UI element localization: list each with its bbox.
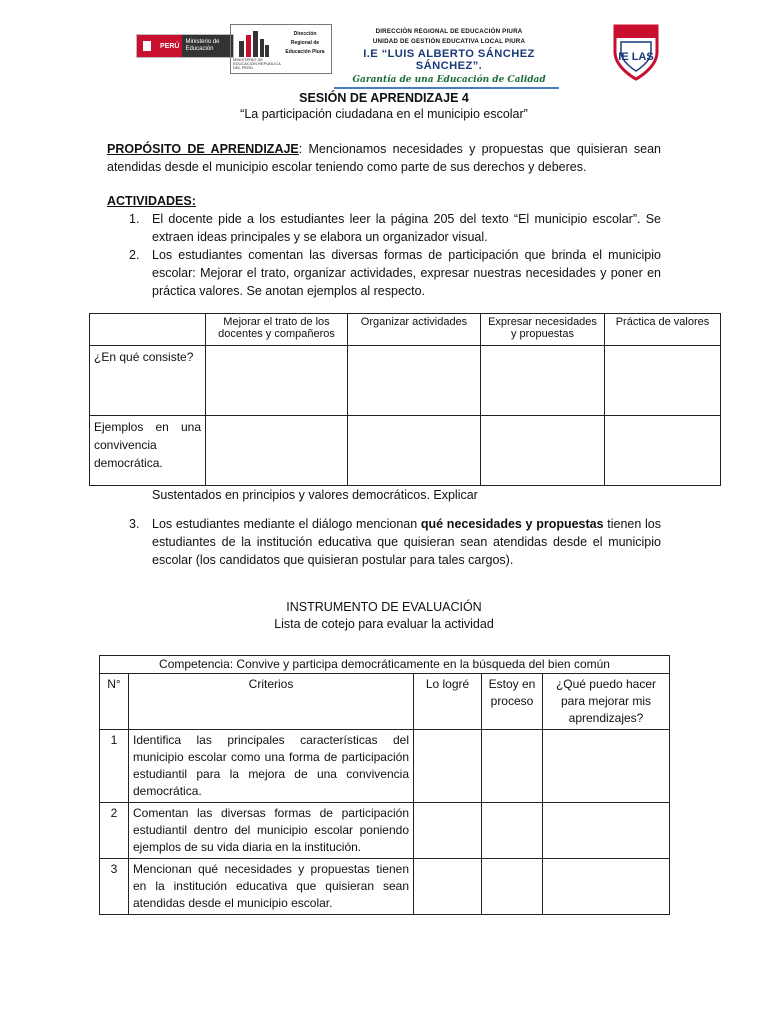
table-header-cell: N° bbox=[100, 674, 129, 730]
list-item bbox=[107, 246, 661, 300]
building-blocks-icon bbox=[239, 31, 269, 57]
table-row bbox=[100, 803, 670, 859]
row-label: ¿En qué consiste? bbox=[90, 346, 206, 416]
table-row bbox=[90, 346, 721, 416]
table-header-cell: Práctica de valores bbox=[605, 314, 721, 346]
achieved-cell[interactable] bbox=[414, 730, 482, 803]
activities-colon: : bbox=[191, 194, 196, 208]
improvement-cell[interactable] bbox=[543, 730, 670, 803]
table-header-cell: Expresar necesidades y propuestas bbox=[481, 314, 605, 346]
checklist-table bbox=[99, 655, 670, 915]
criterion-text: Comentan las diversas formas de participación estudiantil dentro del municipio escolar poniendo ejemplos de su vida diaria en la institución. bbox=[129, 803, 414, 859]
peru-logo-ministry: Ministerio de Educación bbox=[182, 35, 233, 57]
purpose-label: PROPÓSITO DE APRENDIZAJE bbox=[107, 142, 299, 156]
list-item-text: El docente pide a los estudiantes leer la página 205 del texto “El municipio escolar”. Se extraen ideas principales y se elabora un organizador visual. bbox=[152, 212, 661, 244]
row-number: 3 bbox=[100, 859, 129, 915]
in-process-cell[interactable] bbox=[482, 859, 543, 915]
session-title: SESIÓN DE APRENDIZAJE 4 bbox=[299, 91, 469, 105]
table-row bbox=[100, 859, 670, 915]
table-cell[interactable] bbox=[481, 346, 605, 416]
peru-ministry-logo bbox=[136, 34, 234, 58]
purpose-paragraph bbox=[107, 140, 661, 176]
list-item-number: 2. bbox=[129, 248, 140, 262]
peru-shield-icon bbox=[137, 35, 157, 57]
school-motto: Garantía de una Educación de Calidad bbox=[352, 75, 546, 85]
school-crest-icon bbox=[611, 22, 661, 82]
table-cell[interactable] bbox=[206, 416, 348, 486]
row-number: 2 bbox=[100, 803, 129, 859]
peru-logo-label: PERÚ bbox=[157, 35, 182, 57]
table-cell[interactable] bbox=[605, 416, 721, 486]
table-header-cell: Organizar actividades bbox=[348, 314, 481, 346]
list-item-number: 3. bbox=[129, 517, 140, 531]
school-name: I.E “LUIS ALBERTO SÁNCHEZ SÁNCHEZ”. bbox=[363, 48, 535, 72]
evaluation-subtitle: Lista de cotejo para evaluar la actividad bbox=[274, 617, 494, 631]
note-text: Sustentados en principios y valores democráticos. Explicar bbox=[152, 488, 478, 502]
header-line-1: DIRECCIÓN REGIONAL DE EDUCACIÓN PIURA bbox=[375, 28, 523, 35]
session-subtitle: “La participación ciudadana en el municipio escolar” bbox=[240, 107, 528, 121]
table-cell[interactable] bbox=[348, 346, 481, 416]
criterion-text: Identifica las principales características del municipio escolar como una forma de participación estudiantil para la mejora de una convivencia democrática. bbox=[129, 730, 414, 803]
list-item-text-pre: Los estudiantes mediante el diálogo mencionan bbox=[152, 517, 421, 531]
table-cell[interactable] bbox=[605, 346, 721, 416]
table-cell[interactable] bbox=[481, 416, 605, 486]
evaluation-title: INSTRUMENTO DE EVALUACIÓN bbox=[286, 600, 482, 614]
table-row bbox=[90, 314, 721, 346]
list-item-number: 1. bbox=[129, 212, 140, 226]
header-line-2: UNIDAD DE GESTIÓN EDUCATIVA LOCAL PIURA bbox=[372, 38, 526, 45]
list-item-text-post: tienen los estudiantes de la institución educativa que quisieran sean atendidas desde el municipio escolar (los candidatos que quisieran postular para tales cargos). bbox=[152, 517, 662, 567]
in-process-cell[interactable] bbox=[482, 803, 543, 859]
table-row bbox=[100, 730, 670, 803]
minedu-caption: MINISTERIO DE EDUCACIÓN REPÚBLICA DEL PERÚ bbox=[233, 57, 281, 70]
minedu-side-text: Dirección Regional de Educación Piura bbox=[285, 31, 325, 55]
activities-section bbox=[107, 192, 661, 210]
table-header-cell: ¿Qué puedo hacer para mejorar mis aprendizajes? bbox=[543, 674, 670, 730]
table-header-cell: Estoy en proceso bbox=[482, 674, 543, 730]
criterion-text: Mencionan qué necesidades y propuestas tienen en la institución educativa que quisieran sean atendidas desde el municipio escolar. bbox=[129, 859, 414, 915]
institution-header bbox=[334, 28, 564, 85]
activities-list bbox=[107, 210, 661, 300]
purpose-text: : Mencionamos necesidades y propuestas que quisieran sean atendidas desde el municipio escolar teniendo como parte de sus derechos y deberes. bbox=[107, 142, 661, 174]
table-cell[interactable] bbox=[348, 416, 481, 486]
row-label: Ejemplos en una convivencia democrática. bbox=[90, 416, 206, 486]
table-header-cell: Lo logré bbox=[414, 674, 482, 730]
achieved-cell[interactable] bbox=[414, 859, 482, 915]
header-divider bbox=[334, 87, 559, 89]
table-header-cell: Mejorar el trato de los docentes y compañeros bbox=[206, 314, 348, 346]
row-number: 1 bbox=[100, 730, 129, 803]
list-item-text-bold: qué necesidades y propuestas bbox=[420, 517, 604, 531]
list-item bbox=[107, 210, 661, 246]
list-item bbox=[107, 515, 661, 569]
competence-cell: Competencia: Convive y participa democráticamente en la búsqueda del bien común bbox=[100, 656, 670, 674]
table-cell[interactable] bbox=[206, 346, 348, 416]
table-row bbox=[100, 656, 670, 674]
activity-item-3 bbox=[107, 515, 661, 569]
regional-education-logo bbox=[230, 24, 332, 74]
list-item-text: Los estudiantes comentan las diversas formas de participación que brinda el municipio escolar: Mejorar el trato, organizar actividades, expresar nuestras necesidades y poner en práctica valores. Se anotan ejemplos al respecto. bbox=[152, 248, 661, 298]
table-header-cell bbox=[90, 314, 206, 346]
participation-table bbox=[89, 313, 721, 486]
achieved-cell[interactable] bbox=[414, 803, 482, 859]
improvement-cell[interactable] bbox=[543, 859, 670, 915]
table-header-cell: Criterios bbox=[129, 674, 414, 730]
in-process-cell[interactable] bbox=[482, 730, 543, 803]
improvement-cell[interactable] bbox=[543, 803, 670, 859]
table-row bbox=[90, 416, 721, 486]
activities-label: ACTIVIDADES bbox=[107, 194, 192, 208]
table-row bbox=[100, 674, 670, 730]
crest-text: IE LAS bbox=[618, 51, 654, 63]
